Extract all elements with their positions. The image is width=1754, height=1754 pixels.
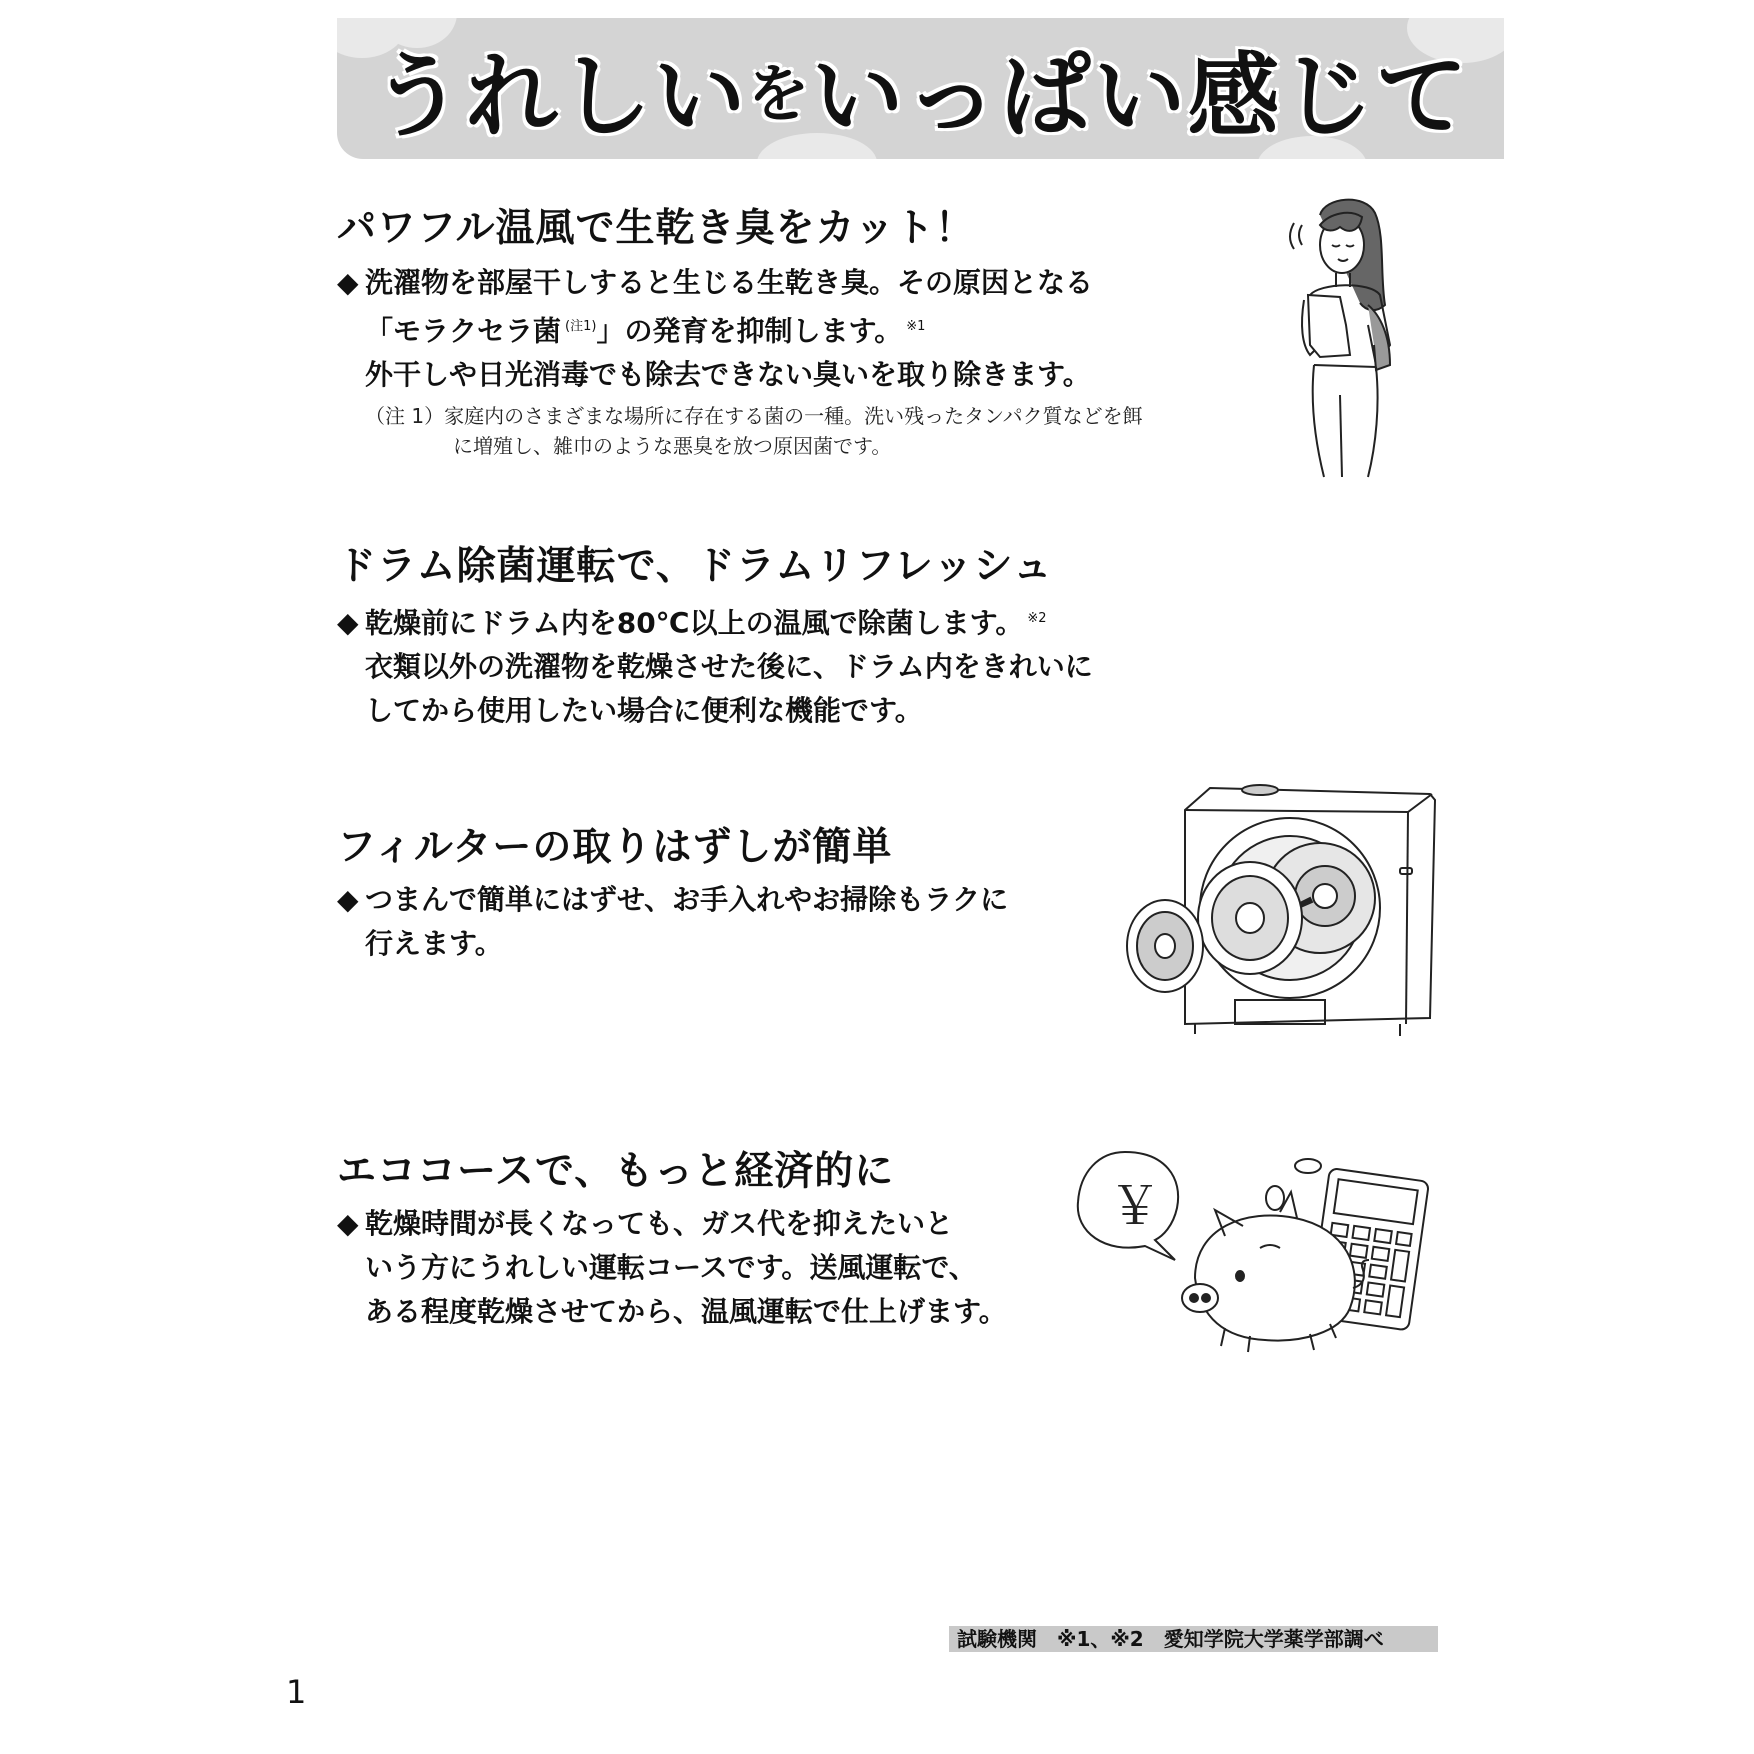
section-heading: ドラム除菌運転で、ドラムリフレッシュ bbox=[337, 544, 1053, 589]
body-line: いう方にうれしい運転コースです。送風運転で、 bbox=[365, 1251, 977, 1284]
body-line: 外干しや日光消毒でも除去できない臭いを取り除きます。 bbox=[365, 358, 1091, 392]
footnote-mark: ※2 bbox=[1027, 611, 1047, 626]
bullet-diamond: ◆ bbox=[337, 883, 359, 916]
body-line: 衣類以外の洗濯物を乾燥させた後に、ドラム内をきれいに bbox=[365, 650, 1093, 684]
page-number: 1 bbox=[286, 1673, 307, 1711]
page-title bbox=[337, 18, 1504, 159]
note-reference: (注1) bbox=[565, 319, 597, 334]
woman-smelling-towel-illustration bbox=[1280, 195, 1410, 480]
section-odor-cut bbox=[337, 197, 1143, 461]
yen-symbol: ￥ bbox=[1109, 1177, 1162, 1237]
body-line: ◆ つまんで簡単にはずせ、お手入れやお掃除もラクに bbox=[337, 878, 1008, 922]
bullet-diamond: ◆ bbox=[337, 1207, 359, 1240]
section-drum-sterilize bbox=[337, 535, 1093, 733]
body-line: ◆ 乾燥前にドラム内を80℃以上の温風で除菌します。 $^{※2}$ bbox=[337, 597, 1093, 645]
bullet-diamond: ◆ bbox=[337, 266, 359, 299]
body-line: ◆ 洗濯物を部屋干しすると生じる生乾き臭。その原因となる bbox=[337, 261, 1143, 305]
body-line: ◆ 乾燥時間が長くなっても、ガス代を抑えたいと bbox=[337, 1202, 1007, 1246]
title-banner bbox=[337, 18, 1504, 159]
note-text: に増殖し、雑巾のような悪臭を放つ原因菌です。 bbox=[453, 434, 892, 459]
body-line: 行えます。 bbox=[365, 927, 503, 960]
section-eco-course bbox=[337, 1140, 1007, 1334]
section-heading: パワフル温風で生乾き臭をカット！ bbox=[337, 206, 976, 251]
footnote-mark: ※1 bbox=[906, 319, 926, 334]
dryer-filter-illustration bbox=[1120, 778, 1440, 1048]
bullet-diamond: ◆ bbox=[337, 606, 359, 640]
piggy-bank-calculator-illustration bbox=[1075, 1148, 1445, 1358]
title-part-2: を bbox=[747, 57, 812, 130]
section-heading: エココースで、もっと経済的に bbox=[337, 1149, 895, 1194]
body-line: ある程度乾燥させてから、温風運転で仕上げます。 bbox=[365, 1295, 1007, 1328]
title-part-3: いっぱい感じて bbox=[811, 42, 1470, 150]
title-part-1: うれしい bbox=[371, 42, 748, 150]
section-filter bbox=[337, 816, 1008, 966]
section-heading: フィルターの取りはずしが簡単 bbox=[337, 825, 893, 870]
body-line: 「モラクセラ菌 $^{(注1)}$」の発育を抑制します。 $^{※1}$ bbox=[365, 314, 926, 348]
test-credit: 試験機関 ※1、※2 愛知学院大学薬学部調べ bbox=[949, 1626, 1438, 1652]
body-line: してから使用したい場合に便利な機能です。 bbox=[365, 694, 923, 728]
note-text: （注 1）家庭内のさまざまな場所に存在する菌の一種。洗い残ったタンパク質などを餌 bbox=[365, 404, 1143, 429]
